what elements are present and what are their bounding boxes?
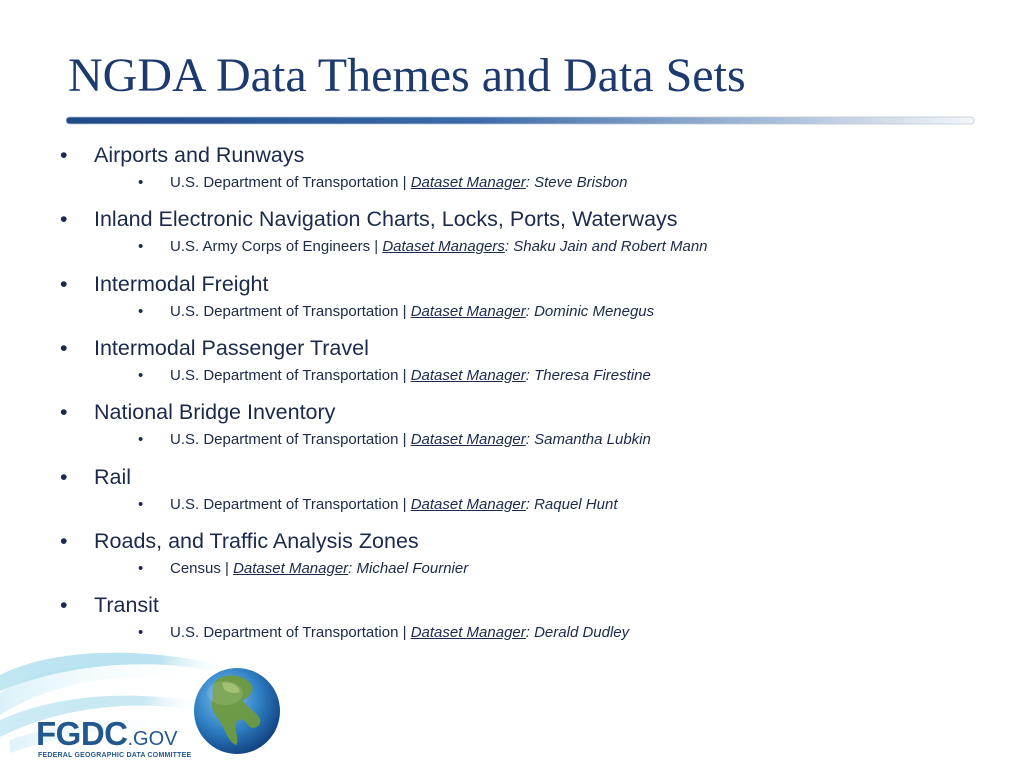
bullet-icon: • (138, 367, 144, 384)
dataset-manager-name: : Theresa Firestine (525, 367, 651, 384)
dataset-manager-link[interactable]: Dataset Manager (410, 496, 526, 513)
bullet-icon: • (138, 431, 144, 448)
theme-detail (138, 559, 468, 579)
logo-main-text: FGDC (36, 715, 128, 752)
dataset-manager-link[interactable]: Dataset Manager (410, 174, 526, 191)
theme-item (60, 142, 304, 168)
bullet-icon: • (60, 272, 68, 296)
slide-title: NGDA Data Themes and Data Sets (68, 49, 746, 102)
theme-item (60, 335, 369, 361)
dataset-manager-name: : Samantha Lubkin (525, 431, 651, 448)
fgdc-logo (36, 717, 178, 750)
theme-item (60, 464, 131, 490)
agency: U.S. Department of Transportation | (170, 174, 411, 191)
bullet-icon: • (138, 303, 144, 320)
theme-name: Airports and Runways (94, 143, 305, 167)
theme-detail (138, 495, 618, 515)
bullet-icon: • (60, 593, 68, 617)
dataset-manager-name: : Steve Brisbon (525, 174, 628, 191)
dataset-manager-name: : Dominic Menegus (525, 303, 655, 320)
dataset-manager-link[interactable]: Dataset Manager (410, 303, 526, 320)
theme-name: National Bridge Inventory (94, 400, 336, 424)
agency: U.S. Department of Transportation | (170, 303, 411, 320)
theme-name: Transit (94, 593, 159, 617)
bullet-icon: • (60, 143, 68, 167)
bullet-icon: • (60, 336, 68, 360)
bullet-icon: • (138, 560, 144, 577)
theme-name: Rail (94, 465, 132, 489)
theme-name: Inland Electronic Navigation Charts, Locks, Ports, Waterways (94, 207, 678, 231)
theme-item (60, 271, 268, 297)
agency: U.S. Army Corps of Engineers | (170, 238, 383, 255)
theme-detail (138, 173, 627, 193)
dataset-manager-name: : Shaku Jain and Robert Mann (504, 238, 708, 255)
dataset-manager-link[interactable]: Dataset Manager (410, 431, 526, 448)
dataset-manager-link[interactable]: Dataset Manager (410, 624, 526, 641)
theme-item (60, 206, 678, 232)
dataset-manager-link[interactable]: Dataset Manager (233, 560, 349, 577)
dataset-manager-link[interactable]: Dataset Manager (410, 367, 526, 384)
agency: U.S. Department of Transportation | (170, 496, 411, 513)
bullet-icon: • (138, 496, 144, 513)
theme-detail (138, 302, 654, 322)
theme-detail (138, 623, 629, 643)
bullet-icon: • (60, 465, 68, 489)
agency: U.S. Department of Transportation | (170, 624, 411, 641)
dataset-manager-name: : Michael Fournier (348, 560, 469, 577)
agency: U.S. Department of Transportation | (170, 431, 411, 448)
theme-name: Roads, and Traffic Analysis Zones (94, 529, 419, 553)
bullet-icon: • (138, 174, 144, 191)
dataset-manager-name: : Raquel Hunt (525, 496, 618, 513)
bullet-icon: • (138, 624, 144, 641)
logo-suffix-text: .GOV (127, 728, 178, 750)
theme-item (60, 399, 335, 425)
theme-detail (138, 237, 708, 257)
theme-name: Intermodal Passenger Travel (94, 336, 369, 360)
bullet-icon: • (60, 207, 68, 231)
dataset-manager-link[interactable]: Dataset Managers (382, 238, 505, 255)
theme-name: Intermodal Freight (94, 272, 269, 296)
bullet-icon: • (60, 529, 68, 553)
bullet-icon: • (138, 238, 144, 255)
theme-item (60, 592, 159, 618)
dataset-manager-name: : Derald Dudley (525, 624, 630, 641)
logo-subtitle: FEDERAL GEOGRAPHIC DATA COMMITTEE (38, 752, 192, 759)
agency: Census | (170, 560, 234, 577)
theme-detail (138, 366, 651, 386)
agency: U.S. Department of Transportation | (170, 367, 411, 384)
bullet-icon: • (60, 400, 68, 424)
theme-item (60, 528, 419, 554)
theme-detail (138, 430, 651, 450)
